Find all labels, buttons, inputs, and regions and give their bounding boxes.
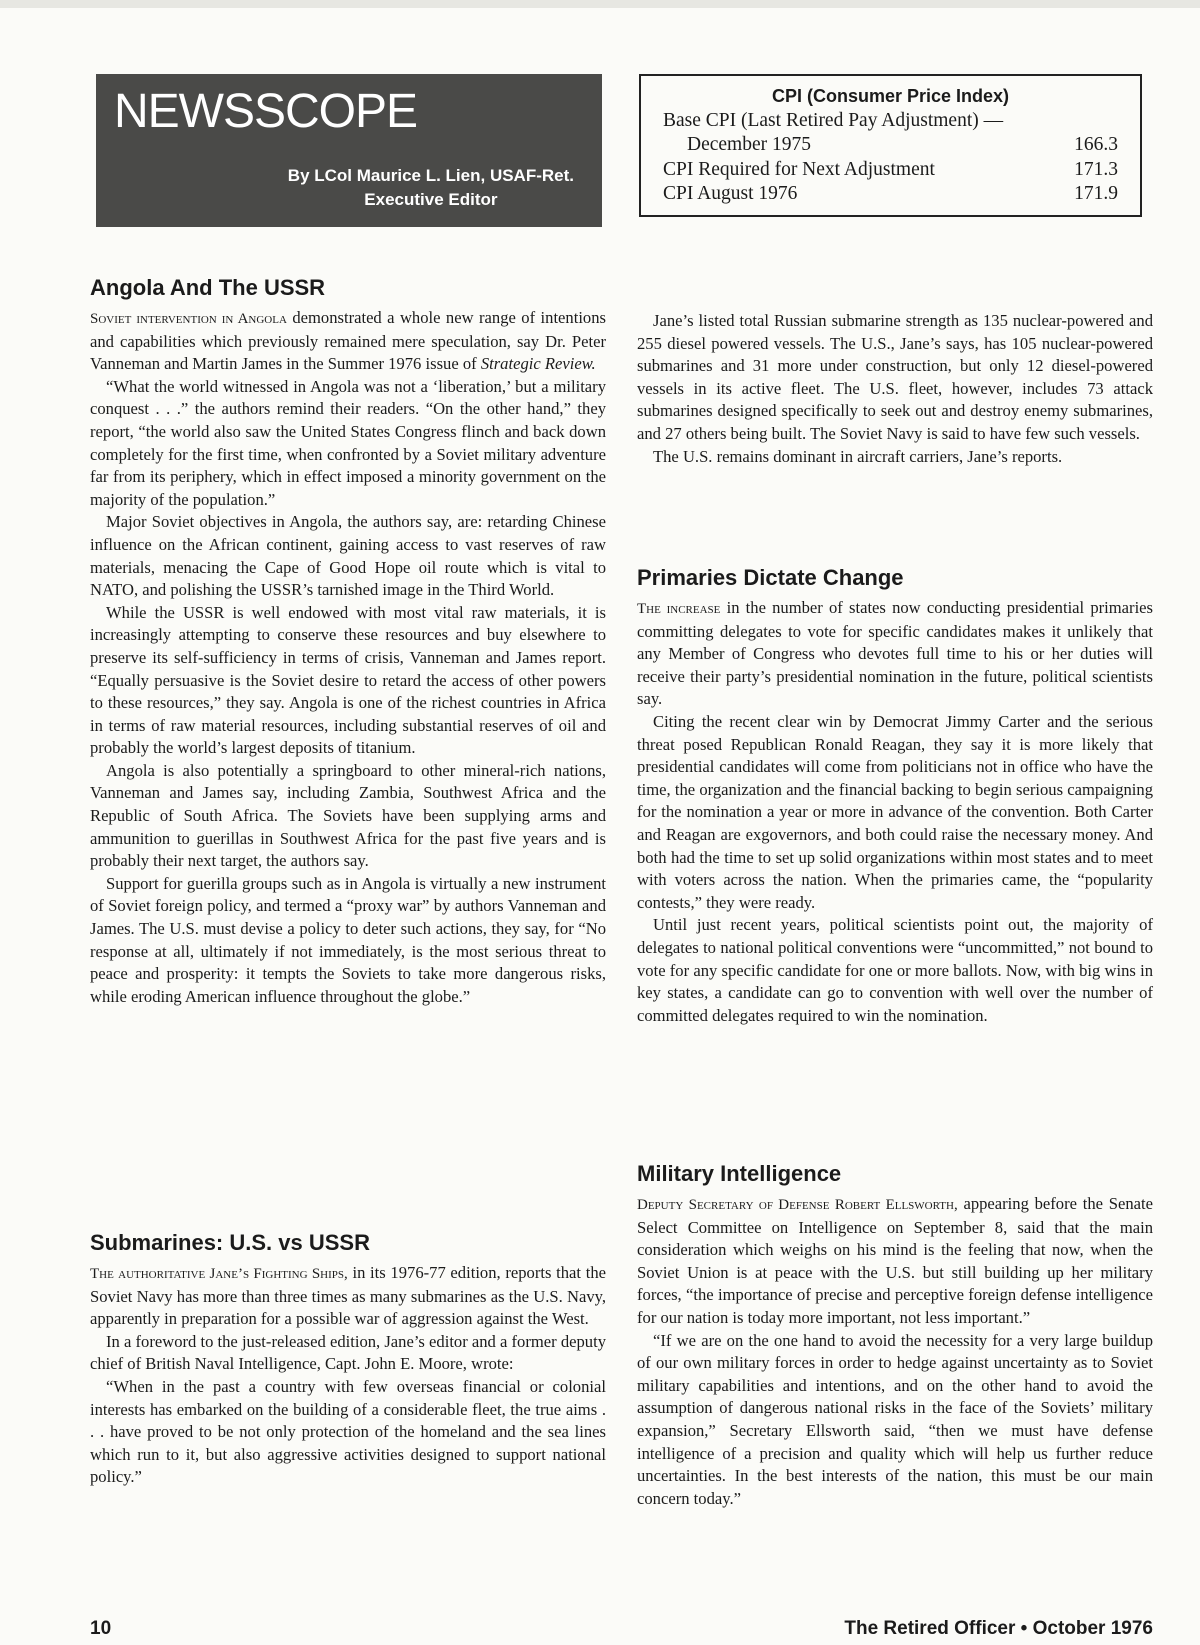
intelligence-heading: Military Intelligence (637, 1161, 842, 1186)
submarines-paragraph-5: The U.S. remains dominant in aircraft carriers, Jane’s reports. (653, 446, 1063, 466)
angola-paragraph-4: While the USSR is well endowed with most vital raw materials, it is increasingly attempting to conserve these resources and buy elsewhere to preserve its self-sufficiency in terms of crisis, Vanneman and James report. “Equally persuasive is the Soviet desire to retard the access of other powers to these resources,” they say. Angola is one of the richest countries in Africa in terms of raw material resources, including substantial reserves of oil and probably the world’s largest deposits of titanium. (90, 602, 606, 758)
submarines-paragraph-4: Jane’s listed total Russian submarine strength as 135 nuclear-powered and 255 diesel powered vessels. The U.S., Jane’s says, has 105 nuclear-powered submarines and 31 more under construction, but only 12 diesel-powered vessels in its active fleet. The U.S. fleet, however, includes 73 attack submarines designed specifically to seek out and destroy enemy submarines, and 27 others being built. The Soviet Navy is said to have few such vessels. (637, 311, 1153, 443)
angola-p1-text: demonstrated a whole new range of intentions and capabilities which previously remained mere speculation, say Dr. Peter Vanneman and Martin James in the Summer 1976 issue of (90, 308, 606, 374)
primaries-p1-text: in the number of states now conducting presidential primaries committing delegates to vote for specific candidates makes it unlikely that any Member of Congress who devotes full time to his or her duties will receive their party’s presidential nomination in the future, political scientists say. (637, 598, 1154, 709)
cpi-row-required (663, 158, 1118, 183)
primaries-paragraph-3: Until just recent years, political scientists point out, the majority of delegates to national political conventions were “uncommitted,” not bound to vote for any specific candidate for one or more ballots. Now, with big wins in key states, a candidate can go to convention with well over the number of committed delegates required to win the nomination. (637, 915, 1153, 1025)
angola-paragraph-3: Major Soviet objectives in Angola, the authors say, are: retarding Chinese influence on the African continent, gaining access to vast reserves of raw materials, menacing the Cape of Good Hope oil route which is vital to NATO, and polishing the USSR’s tarnished image in the Third World. (90, 512, 606, 600)
primaries-article (637, 597, 1153, 1027)
intelligence-paragraph-1 (637, 1193, 1153, 1330)
byline-author: By LCol Maurice L. Lien, USAF-Ret. (287, 166, 574, 185)
angola-paragraph-5: Angola is also potentially a springboard to other mineral-rich nations, Vanneman and James say, including Zambia, Southwest Africa and the Republic of South Africa. The Soviets have been supplying arms and ammunition to guerillas in Southwest Africa for the past five years and is probably their next target, the authors say. (90, 760, 606, 871)
newsscope-logo: NEWSSCOPE (114, 85, 418, 138)
angola-paragraph-2: “What the world witnessed in Angola was not a ‘liberation,’ but a military conquest . . .” the authors remind their readers. “On the other hand,” they report, “the world also saw the United States Congress flinch and back down completely for the first time, when confronted by a Soviet military adventure far from its periphery, which in effect imposed a minority government on the majority of the population.” (90, 376, 606, 509)
submarines-paragraph-1 (90, 1262, 606, 1331)
angola-paragraph-1 (90, 307, 606, 376)
submarines-article (90, 1262, 606, 1489)
cpi-row-august (663, 182, 1118, 207)
angola-lead-caps: Soviet intervention in Angola (90, 311, 287, 327)
page-number: 10 (90, 1618, 112, 1639)
byline (288, 164, 574, 212)
cpi-title: CPI (Consumer Price Index) (771, 86, 1010, 106)
page-top-edge (0, 0, 1200, 8)
primaries-lead-caps: The increase (637, 601, 721, 617)
cpi-row-base-label: Base CPI (Last Retired Pay Adjustment) — (663, 109, 1004, 131)
intelligence-paragraph-2: “If we are on the one hand to avoid the necessity for a very large buildup of our own military forces in order to hedge against uncertainty as to Soviet military capabilities and intentions, and on the other hand to avoid the assumption of dangerous national risks in the face of the Soviets’ military expansion,” Secretary Ellsworth said, “then we must have defense intelligence of a precision and quality which will help us further reduce uncertainties. In the best interests of the nation, this must be our main concern today.” (637, 1330, 1153, 1508)
primaries-paragraph-2: Citing the recent clear win by Democrat Jimmy Carter and the serious threat posed Republican Ronald Reagan, they say it is more likely that presidential candidates will come from politicians not in office who have the time, the organization and the financial backing to begin serious campaigning for the nomination a year or more in advance of the convention. Both Carter and Reagan are exgovernors, and both could raise the necessary money. And both had the time to set up solid organizations within most states and to meet with voters across the nation. When the primaries came, the “popularity contests,” they were ready. (637, 711, 1153, 912)
angola-heading: Angola And The USSR (90, 275, 326, 300)
intelligence-article (637, 1193, 1153, 1510)
byline-title: Executive Editor (364, 190, 498, 209)
angola-paragraph-6: Support for guerilla groups such as in Angola is virtually a new instrument of Soviet foreign policy, and termed a “proxy war” by authors Vanneman and James. The U.S. must devise a policy to deter such actions, they say, for “No response at all, ultimately if not immediately, is the most serious threat to peace and prosperity: it tempts the Soviets to take more dangerous risks, while eroding American influence throughout the globe.” (90, 873, 606, 1006)
publication-footer: The Retired Officer • October 1976 (844, 1618, 1153, 1639)
angola-article (90, 307, 606, 1008)
submarines-p1-text: in its 1976-77 edition, reports that the Soviet Navy has more than three times as many submarines as the U.S. Navy, apparently in preparation for a possible war of aggression against the West. (90, 1263, 606, 1329)
submarines-continued (637, 310, 1153, 468)
angola-p1-journal: Strategic Review. (480, 354, 596, 374)
cpi-row-base (663, 133, 1118, 158)
primaries-paragraph-1 (637, 597, 1153, 711)
cpi-row-base-date: December 1975 (687, 134, 811, 155)
submarines-lead-caps: The authoritative Jane’s Fighting Ships, (90, 1266, 348, 1282)
cpi-row-august-label: CPI August 1976 (663, 183, 798, 204)
intelligence-p1-text: appearing before the Senate Select Committee on Intelligence on September 8, said that the main consideration which weighs on his mind is the feeling that now, when the Soviet Union is at peace with the U.S. but still building up her military forces, “the importance of precise and perceptive foreign defense intelligence for our nation is today more important, not less important.” (637, 1194, 1153, 1327)
newsscope-masthead (96, 74, 602, 227)
primaries-heading: Primaries Dictate Change (637, 565, 904, 590)
submarines-paragraph-2: In a foreword to the just-released edition, Jane’s editor and a former deputy chief of British Naval Intelligence, Capt. John E. Moore, wrote: (90, 1331, 606, 1374)
cpi-row-base-value: 166.3 (1074, 134, 1118, 155)
cpi-row-august-value: 171.9 (1074, 183, 1118, 204)
intelligence-lead-caps: Deputy Secretary of Defense Robert Ellsworth, (637, 1197, 958, 1213)
submarines-paragraph-3: “When in the past a country with few overseas financial or colonial interests has embarked on the building of a considerable fleet, the true aims . . . have proved to be not only protection of the homeland and the sea lines which run to it, but also aggressive activities designed to support national policy.” (90, 1376, 606, 1487)
cpi-box (639, 74, 1142, 217)
submarines-heading: Submarines: U.S. vs USSR (90, 1230, 370, 1255)
cpi-row-required-label: CPI Required for Next Adjustment (663, 158, 935, 180)
cpi-row-required-value: 171.3 (1074, 158, 1118, 180)
